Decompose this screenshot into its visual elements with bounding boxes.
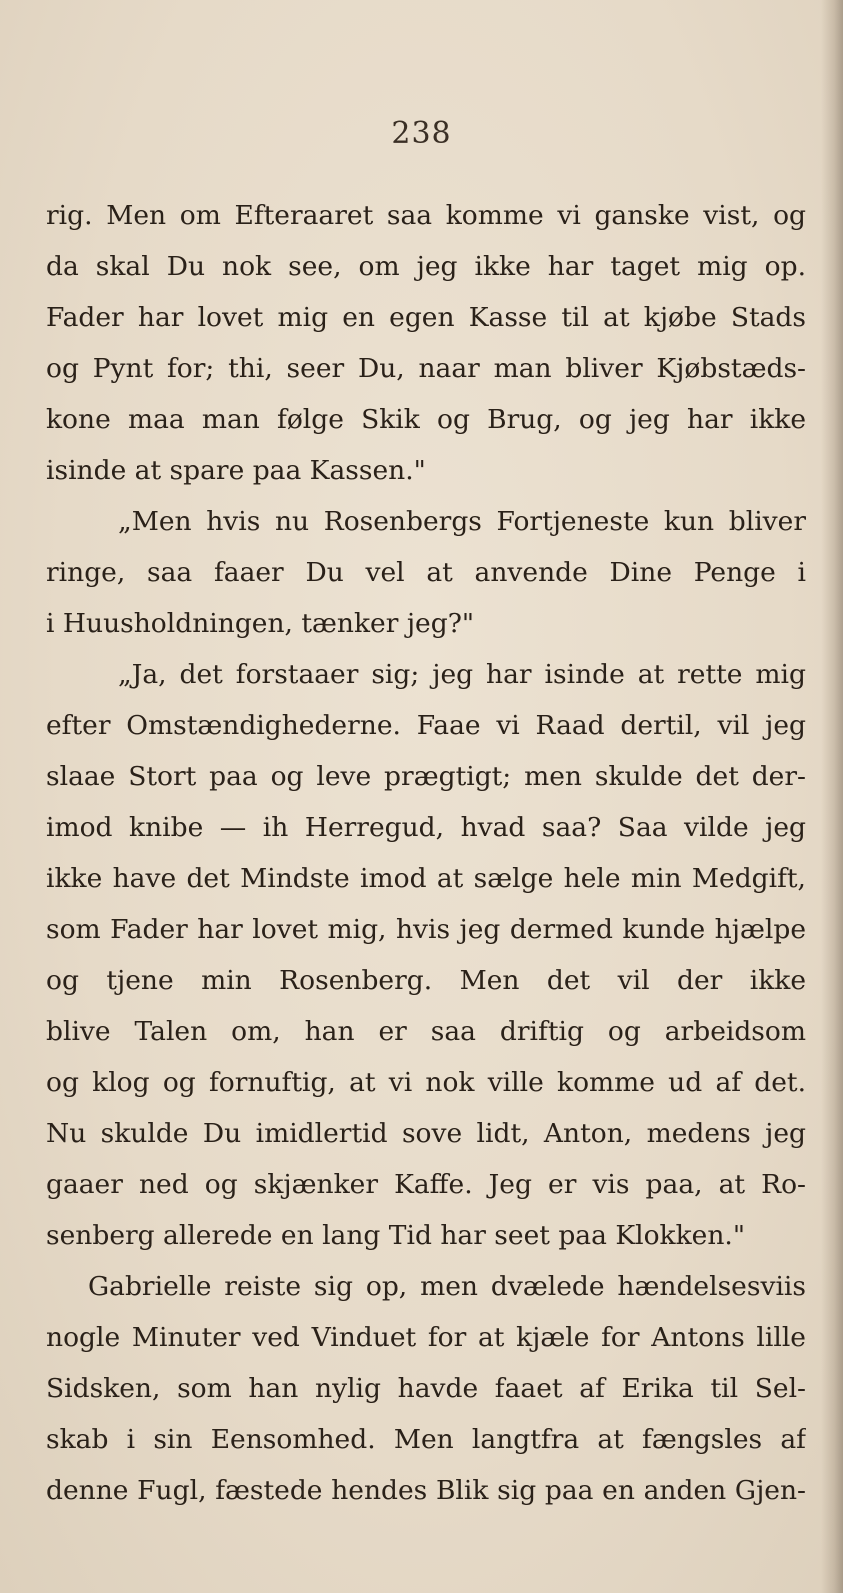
text-line: kone maa man følge Skik og Brug, og jeg har ikke: [46, 404, 806, 435]
text-line: efter Omstændighederne. Faae vi Raad dertil, vil jeg: [46, 710, 806, 741]
text-line: da skal Du nok see, om jeg ikke har taget mig op.: [46, 251, 806, 282]
text-line: „Men hvis nu Rosenbergs Fortjeneste kun bliver: [118, 506, 806, 537]
text-line: og tjene min Rosenberg. Men det vil der ikke: [46, 965, 806, 996]
text-line: Gabrielle reiste sig op, men dvælede hændelsesviis: [88, 1271, 806, 1302]
page-edge-shadow: [821, 0, 843, 1593]
text-line: senberg allerede en lang Tid har seet paa Klokken.": [46, 1220, 746, 1251]
text-line: isinde at spare paa Kassen.": [46, 455, 426, 486]
text-line: nogle Minuter ved Vinduet for at kjæle for Antons lille: [46, 1322, 806, 1353]
text-line: Sidsken, som han nylig havde faaet af Erika til Sel-: [46, 1373, 806, 1404]
text-line: gaaer ned og skjænker Kaffe. Jeg er vis paa, at Ro-: [46, 1169, 806, 1200]
text-line: slaae Stort paa og leve prægtigt; men skulde det der-: [46, 761, 806, 792]
text-line: imod knibe — ih Herregud, hvad saa? Saa vilde jeg: [46, 812, 806, 843]
text-line: som Fader har lovet mig, hvis jeg dermed kunde hjælpe: [46, 914, 806, 945]
text-line: og klog og fornuftig, at vi nok ville komme ud af det.: [46, 1067, 806, 1098]
text-line: denne Fugl, fæstede hendes Blik sig paa en anden Gjen-: [46, 1475, 806, 1506]
text-line: ringe, saa faaer Du vel at anvende Dine Penge i: [46, 557, 806, 588]
text-line: i Huusholdningen, tænker jeg?": [46, 608, 475, 639]
text-line: „Ja, det forstaaer sig; jeg har isinde at rette mig: [118, 659, 806, 690]
text-line: og Pynt for; thi, seer Du, naar man bliver Kjøbstæds-: [46, 353, 806, 384]
text-line: blive Talen om, han er saa driftig og arbeidsom: [46, 1016, 806, 1047]
text-line: Nu skulde Du imidlertid sove lidt, Anton, medens jeg: [46, 1118, 806, 1149]
text-line: Fader har lovet mig en egen Kasse til at kjøbe Stads: [46, 302, 806, 333]
text-line: rig. Men om Efteraaret saa komme vi ganske vist, og: [46, 200, 806, 231]
text-line: skab i sin Eensomhed. Men langtfra at fængsles af: [46, 1424, 806, 1455]
body-text: [46, 190, 806, 1516]
text-line: ikke have det Mindste imod at sælge hele min Medgift,: [46, 863, 806, 894]
page-number: 238: [391, 116, 452, 151]
